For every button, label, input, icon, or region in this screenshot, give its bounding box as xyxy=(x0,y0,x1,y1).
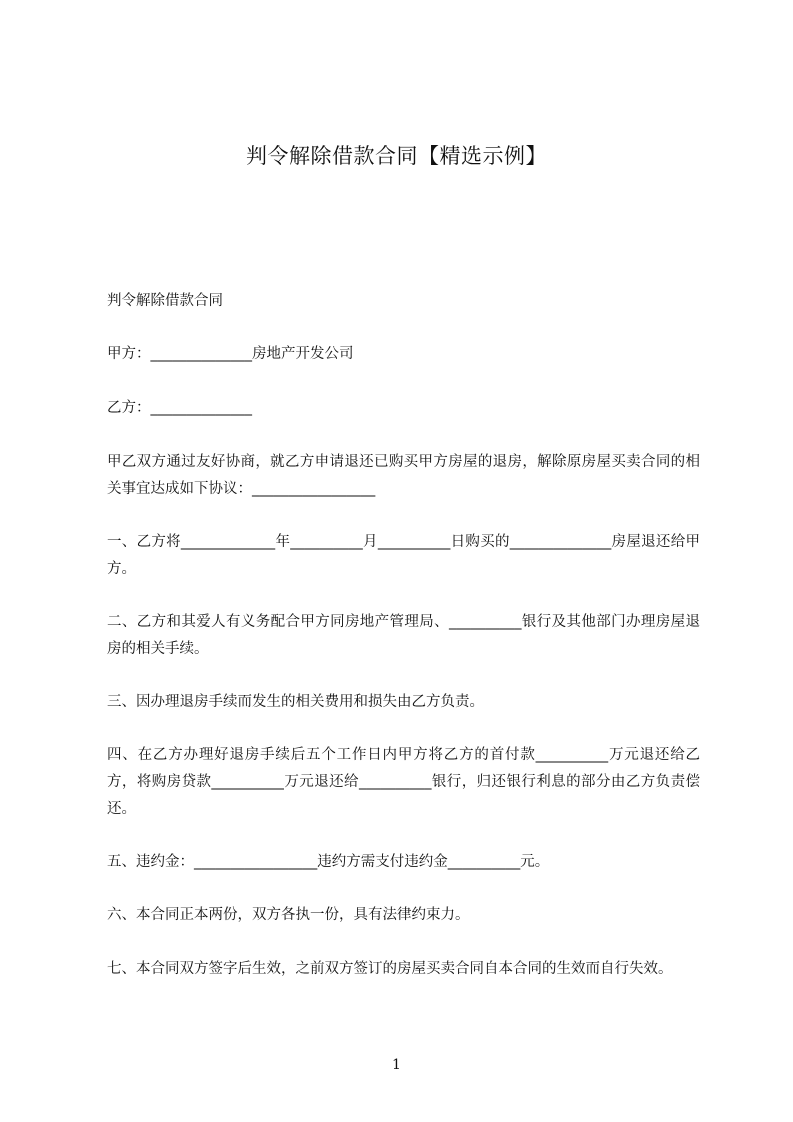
paragraph-clause-4: 四、在乙方办理好退房手续后五个工作日内甲方将乙方的首付款__________万元退还给乙方，将购房贷款__________万元退还给__________银行，归还银行利息的部分由乙方负责偿还。 xyxy=(107,747,700,817)
paragraph-contract-name: 判令解除借款合同 xyxy=(107,293,223,309)
paragraph-party-b: 乙方：______________ xyxy=(107,400,252,416)
document-title: 判令解除借款合同【精选示例】 xyxy=(246,144,547,168)
paragraph-clause-7: 七、本合同双方签字后生效，之前双方签订的房屋买卖合同自本合同的生效而自行失效。 xyxy=(107,961,673,977)
paragraph-clause-1: 一、乙方将_____________年__________月__________日购买的______________房屋退还给甲方。 xyxy=(107,534,700,577)
page-number: 1 xyxy=(392,1057,401,1073)
paragraph-party-a: 甲方：______________房地产开发公司 xyxy=(107,346,354,362)
paragraph-clause-6: 六、本合同正本两份，双方各执一份，具有法律约束力。 xyxy=(107,907,470,923)
paragraph-preamble: 甲乙双方通过友好协商，就乙方申请退还已购买甲方房屋的退房，解除原房屋买卖合同的相关事宜达成如下协议：_________________ xyxy=(107,454,700,497)
paragraph-clause-5: 五、违约金：_________________违约方需支付违约金__________元。 xyxy=(107,854,550,870)
paragraph-clause-3: 三、因办理退房手续而发生的相关费用和损失由乙方负责。 xyxy=(107,694,484,710)
paragraph-clause-2: 二、乙方和其爱人有义务配合甲方同房地产管理局、__________银行及其他部门办理房屋退房的相关手续。 xyxy=(107,614,700,657)
